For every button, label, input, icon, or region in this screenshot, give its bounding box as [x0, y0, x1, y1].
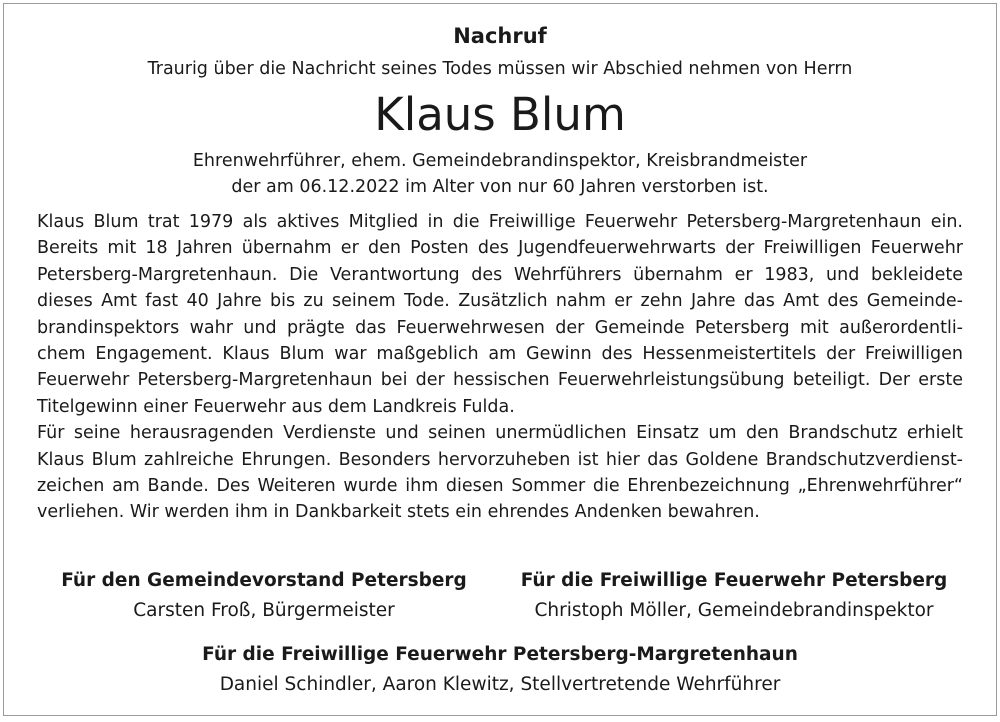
signature-municipality: [54, 566, 474, 626]
signature-person: Daniel Schindler, Aaron Klewitz, Stellvertretende Wehrführer: [219, 674, 781, 695]
body-line: chem Engagement. Klaus Blum war maßgeblich am Gewinn des Hessenmeistertitels der Freiwilligen: [37, 344, 963, 365]
death-line: der am 06.12.2022 im Alter von nur 60 Jahren verstorben ist.: [231, 177, 769, 197]
obituary-notice: [3, 3, 997, 716]
body-line: Klaus Blum zahlreiche Ehrungen. Besonders hervorzuheben ist hier das Goldene Brandschutzverdienst-: [37, 449, 963, 470]
body-line: Petersberg-Margretenhaun. Die Verantwortung des Wehrführers übernahm er 1983, und bekleidete: [37, 264, 963, 285]
signature-person: Carsten Froß, Bürgermeister: [133, 600, 395, 621]
body-line: zeichen am Bande. Des Weiteren wurde ihm diesen Sommer die Ehrenbezeichnung „Ehrenwehrführer“: [37, 476, 963, 497]
signature-person: Christoph Möller, Gemeindebrandinspektor: [534, 600, 934, 621]
body-line: Klaus Blum trat 1979 als aktives Mitglied in die Freiwillige Feuerwehr Petersberg-Margretenhaun ein.: [37, 212, 963, 232]
body-text: [37, 209, 963, 526]
body-line: Bereits mit 18 Jahren übernahm er den Posten des Jugendfeuerwehrwarts der Freiwilligen Feuerwehr: [37, 238, 963, 259]
deceased-details: [4, 148, 996, 200]
body-line: dieses Amt fast 40 Jahre bis zu seinem Tode. Zusätzlich nahm er zehn Jahre das Amt des Gemeinde-: [37, 291, 963, 312]
body-line: Feuerwehr Petersberg-Margretenhaun bei der hessischen Feuerwehrleistungsübung beteiligt. Der erste: [37, 370, 963, 391]
body-line: brandinspektors wahr und prägte das Feuerwehrwesen der Gemeinde Petersberg mit außerordentli-: [37, 317, 963, 338]
body-line: Titelgewinn einer Feuerwehr aus dem Landkreis Fulda.: [37, 396, 515, 417]
signature-local-fire-department: [4, 640, 996, 700]
signature-org: Für die Freiwillige Feuerwehr Petersberg-Margretenhaun: [202, 644, 798, 665]
signature-org: Für den Gemeindevorstand Petersberg: [61, 570, 467, 591]
notice-heading: Nachruf: [453, 24, 547, 48]
intro-line: Traurig über die Nachricht seines Todes müssen wir Abschied nehmen von Herrn: [147, 59, 853, 79]
signature-fire-department: [509, 566, 959, 626]
body-line: Für seine herausragenden Verdienste und seinen unermüdlichen Einsatz um den Brandschutz erhielt: [37, 423, 963, 444]
titles-line: Ehrenwehrführer, ehem. Gemeindebrandinspektor, Kreisbrandmeister: [192, 151, 808, 171]
signature-org: Für die Freiwillige Feuerwehr Petersberg: [520, 570, 948, 591]
deceased-name: Klaus Blum: [374, 88, 626, 141]
body-line: verliehen. Wir werden ihm in Dankbarkeit stets ein ehrendes Andenken bewahren.: [37, 502, 760, 523]
